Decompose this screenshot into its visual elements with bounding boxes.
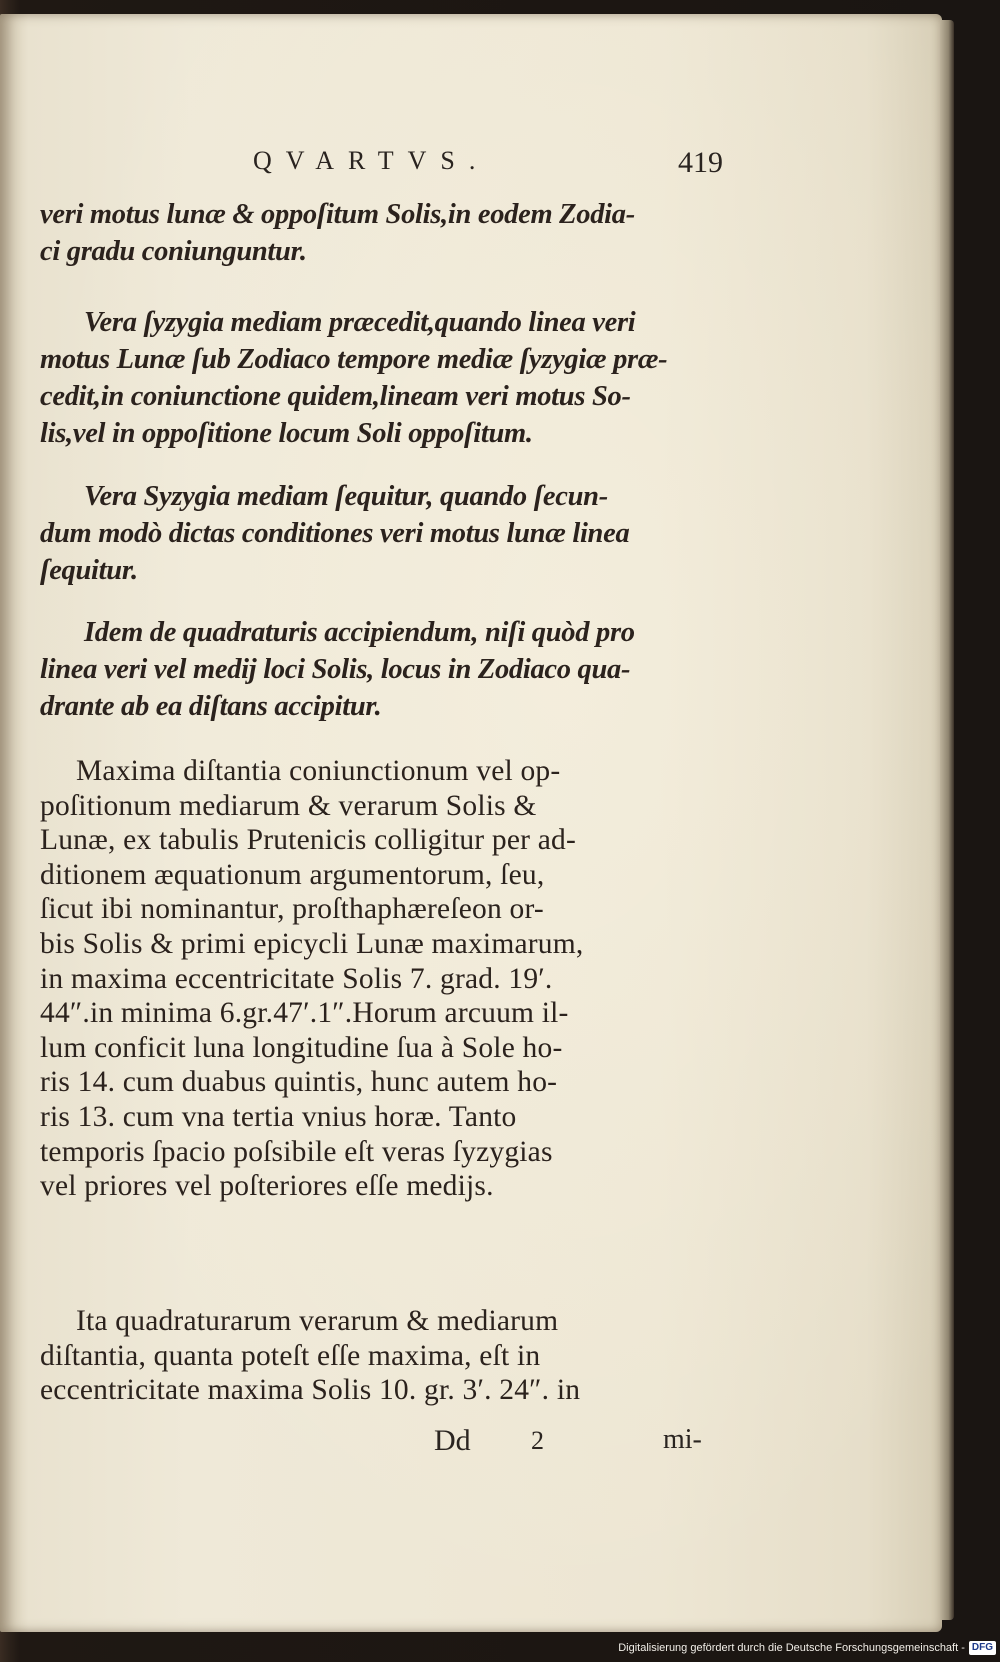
text-line: linea veri vel medij loci Solis, locus in Zodiaco qua-: [40, 654, 631, 685]
roman-paragraph: [40, 754, 720, 1204]
text-line: in maxima eccentricitate Solis 7. grad. 19′.: [40, 962, 553, 995]
signature-number: 2: [531, 1426, 544, 1455]
text-line: ſequitur.: [40, 555, 138, 586]
text-line: bis Solis & primi epicycli Lunæ maximarum,: [40, 927, 584, 960]
catchword: mi-: [663, 1424, 702, 1455]
text-line: Ita quadraturarum verarum & mediarum: [76, 1305, 559, 1337]
italic-paragraph: [40, 478, 720, 589]
page-number: 419: [678, 146, 723, 179]
text-line: cedit,in coniunctione quidem,lineam veri motus So-: [40, 381, 631, 412]
text-line: motus Lunæ ſub Zodiaco tempore mediæ ſyzygiæ præ-: [40, 344, 668, 375]
book-page: [0, 14, 942, 1632]
dfg-logo: DFG: [969, 1641, 996, 1655]
text-line: lis,vel in oppoſitione locum Soli oppoſitum.: [40, 418, 533, 449]
text-line: Idem de quadraturis accipiendum, niſi quòd pro: [84, 617, 635, 648]
text-line: diſtantia, quanta poteſt eſſe maxima, eſt in: [40, 1339, 541, 1372]
text-line: veri motus lunæ & oppoſitum Solis,in eodem Zodia-: [40, 199, 635, 230]
digitization-credit: [618, 1636, 996, 1660]
text-line: lum conficit luna longitudine ſua à Sole ho-: [40, 1031, 563, 1064]
italic-paragraph: [40, 196, 720, 270]
page-header: [253, 146, 723, 186]
roman-paragraph: [40, 1304, 720, 1408]
italic-paragraph: [40, 614, 720, 725]
text-line: Vera Syzygia mediam ſequitur, quando ſecun-: [84, 481, 608, 512]
text-line: poſitionum mediarum & verarum Solis &: [40, 789, 537, 822]
text-line: vel priores vel poſteriores eſſe medijs.: [40, 1170, 494, 1203]
text-line: ci gradu coniunguntur.: [40, 236, 307, 267]
signature-mark: Dd: [434, 1424, 471, 1457]
text-line: ris 13. cum vna tertia vnius horæ. Tanto: [40, 1100, 517, 1133]
credit-text: Digitalisierung gefördert durch die Deutsche Forschungsgemeinschaft -: [618, 1642, 965, 1654]
text-line: dum modò dictas conditiones veri motus lunæ linea: [40, 518, 630, 549]
text-line: Maxima diſtantia coniunctionum vel op-: [76, 755, 561, 787]
text-line: drante ab ea diſtans accipitur.: [40, 691, 382, 722]
running-head: QVARTVS.: [253, 146, 490, 175]
text-line: 44″.in minima 6.gr.47′.1″.Horum arcuum il-: [40, 997, 569, 1030]
text-line: ris 14. cum duabus quintis, hunc autem ho-: [40, 1066, 558, 1099]
text-line: Vera ſyzygia mediam præcedit,quando linea veri: [84, 307, 636, 338]
italic-paragraph: [40, 304, 720, 452]
text-line: temporis ſpacio poſsibile eſt veras ſyzygias: [40, 1135, 553, 1168]
text-line: Lunæ, ex tabulis Prutenicis colligitur per ad-: [40, 824, 576, 857]
text-line: ſicut ibi nominantur, proſthaphæreſeon or-: [40, 893, 544, 926]
text-line: ditionem æquationum argumentorum, ſeu,: [40, 858, 545, 891]
text-line: eccentricitate maxima Solis 10. gr. 3′. 24″. in: [40, 1374, 581, 1407]
